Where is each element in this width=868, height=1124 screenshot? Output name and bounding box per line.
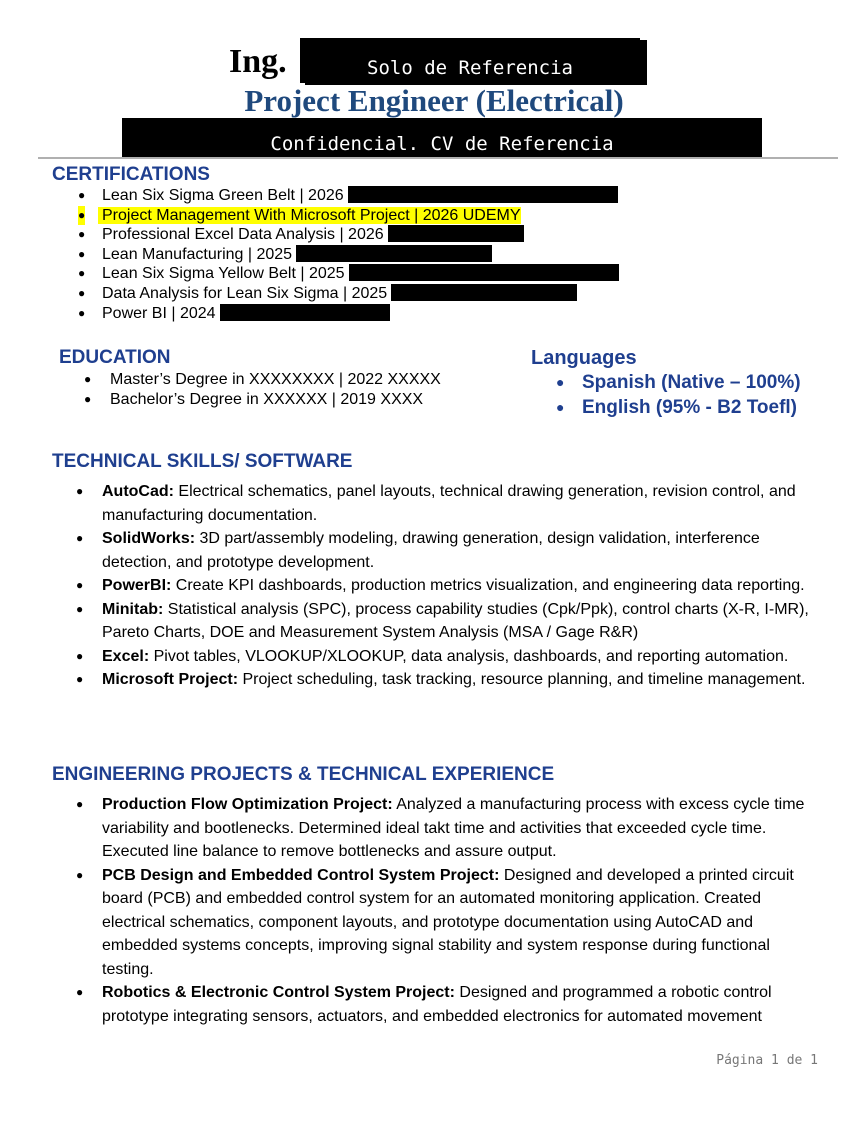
- bullet-icon: ●: [76, 531, 84, 545]
- bullet-icon: ●: [78, 305, 86, 320]
- languages-list: [556, 370, 801, 420]
- bullet-icon: ●: [76, 797, 84, 811]
- redaction-bar: [349, 264, 619, 281]
- list-item: ● Microsoft Project: Project scheduling, task tracking, resource planning, and timeline management.: [76, 668, 821, 692]
- bullet-icon: ●: [76, 867, 84, 882]
- list-item: ● Robotics & Electronic Control System Project: Designed and programmed a robotic control prototype integrating sensors, actuators, and embedded electronics for automated movement: [76, 981, 821, 1028]
- list-item: ● Minitab: Statistical analysis (SPC), process capability studies (Cpk/Ppk), control charts (X-R, I-MR), Pareto Charts, DOE and Measurement System Analysis (MSA / Gage R&R): [76, 598, 821, 645]
- list-item: ● PowerBI: Create KPI dashboards, production metrics visualization, and engineering data reporting.: [76, 574, 821, 598]
- bullet-icon: ●: [84, 372, 92, 386]
- bullet-icon: ●: [78, 188, 86, 202]
- skills-heading: TECHNICAL SKILLS/ SOFTWARE: [52, 451, 353, 472]
- bullet-icon: ●: [78, 246, 86, 261]
- bullet-icon: ●: [76, 648, 84, 663]
- name-prefix: Ing.: [229, 43, 287, 80]
- redaction-bar: [220, 304, 390, 321]
- redaction-bar: [388, 225, 524, 242]
- list-item: ● Lean Six Sigma Green Belt | 2026: [78, 186, 619, 206]
- certifications-list: [78, 186, 619, 323]
- list-item: ● Master’s Degree in XXXXXXXX | 2022 XXXXX: [84, 371, 441, 388]
- list-item: ● Excel: Pivot tables, VLOOKUP/XLOOKUP, data analysis, dashboards, and reporting automation.: [76, 645, 821, 669]
- list-item: ● PCB Design and Embedded Control System Project: Designed and developed a printed circuit board (PCB) and embedded control system for an automated monitoring application. Created electrical schematics, component layouts, and prototype documentation using AutoCAD and embedded systems concepts, improving signal stability and system response during functional testing.: [76, 864, 821, 982]
- redaction-bar: [348, 186, 618, 203]
- bullet-icon: ●: [76, 578, 84, 592]
- list-item: ● English (95% - B2 Toefl): [556, 397, 798, 418]
- bullet-icon: ●: [76, 484, 84, 498]
- bullet-icon: ●: [76, 601, 84, 616]
- redaction-bar: [296, 245, 492, 262]
- redaction-bar: [391, 284, 577, 301]
- bullet-icon: ●: [78, 227, 86, 242]
- list-item: ● Spanish (Native – 100%): [556, 372, 801, 393]
- list-item: ● Production Flow Optimization Project: Analyzed a manufacturing process with excess cycle time variability and bootlenecks. Determined ideal takt time and activities that exceeded cycle time. Executed line balance to remove bottlenecks and assure output.: [76, 793, 821, 864]
- bullet-icon: ●: [84, 391, 92, 406]
- list-item: ● Lean Six Sigma Yellow Belt | 2025: [78, 264, 619, 284]
- page-number: Página 1 de 1: [716, 1053, 818, 1068]
- bullet-icon: ●: [78, 206, 85, 226]
- job-title: Project Engineer (Electrical): [244, 83, 624, 118]
- bullet-icon: ●: [556, 374, 565, 390]
- education-list: [84, 370, 441, 410]
- header-divider: [38, 157, 838, 159]
- skills-list: [76, 480, 821, 692]
- projects-heading: ENGINEERING PROJECTS & TECHNICAL EXPERIENCE: [52, 764, 555, 785]
- certifications-heading: CERTIFICATIONS: [52, 164, 210, 185]
- list-item: [78, 206, 619, 226]
- highlighted-text: Project Management With Microsoft Project | 2026 UDEMY: [98, 207, 521, 224]
- list-item: ● Bachelor’s Degree in XXXXXX | 2019 XXXX: [84, 390, 424, 408]
- list-item: ● Professional Excel Data Analysis | 2026: [78, 225, 619, 245]
- bullet-icon: ●: [76, 672, 84, 686]
- redaction-label-confidential: Confidencial. CV de Referencia: [270, 133, 614, 155]
- list-item: ● Power BI | 2024: [78, 304, 619, 324]
- list-item: ● AutoCad: Electrical schematics, panel layouts, technical drawing generation, revision control, and manufacturing documentation.: [76, 480, 821, 527]
- projects-list: [76, 793, 821, 1028]
- redaction-label-reference: Solo de Referencia: [367, 57, 573, 79]
- bullet-icon: ●: [78, 266, 86, 281]
- languages-heading: Languages: [531, 347, 637, 369]
- list-item: ● Lean Manufacturing | 2025: [78, 245, 619, 265]
- redaction-bar-contact: [122, 118, 762, 158]
- education-heading: EDUCATION: [59, 347, 171, 368]
- bullet-icon: ●: [556, 399, 565, 415]
- bullet-icon: ●: [78, 285, 86, 300]
- list-item: ● Data Analysis for Lean Six Sigma | 2025: [78, 284, 619, 304]
- list-item: ● SolidWorks: 3D part/assembly modeling, drawing generation, design validation, interference detection, and prototype development.: [76, 527, 821, 574]
- redaction-bar-name: [300, 38, 640, 83]
- bullet-icon: ●: [76, 985, 84, 999]
